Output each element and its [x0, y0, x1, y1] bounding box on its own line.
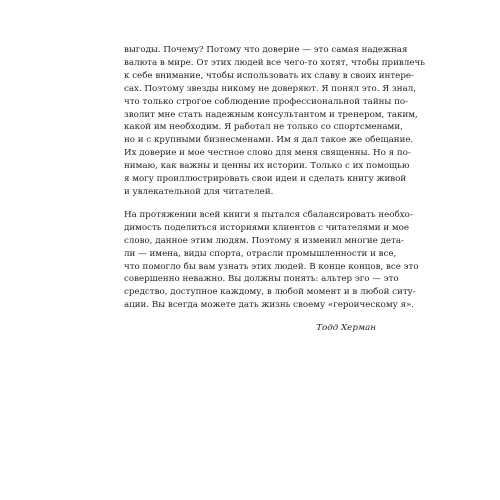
text-line: средство, доступное каждому, в любой момент и в любой ситу- — [124, 287, 416, 298]
text-line: ации. Вы всегда можете дать жизнь своему «героическому я». — [124, 300, 415, 311]
text-line: зволит мне стать надежным консультантом и тренером, таким, — [124, 109, 418, 120]
text-line: На протяжении всей книги я пытался сбалансировать необхо- — [124, 209, 413, 220]
text-line: димость поделиться историями клиентов с читателями и мое — [124, 222, 410, 233]
text-line: нимаю, как важны и ценны их истории. Только с их помощью — [124, 161, 410, 172]
paragraph-2 — [124, 209, 419, 312]
body-text — [124, 44, 425, 335]
text-line: но и с крупными бизнесменами. Им я дал такое же обещание. — [124, 135, 414, 146]
text-line: что только строгое соблюдение профессиональной тайны по- — [124, 96, 409, 107]
text-line: Их доверие и мое честное слово для меня священны. Но я по- — [124, 148, 411, 159]
text-line: что помогло бы вам узнать этих людей. В конце концов, все это — [124, 261, 419, 272]
text-line: ли — имена, виды спорта, отрасли промышленности и все, — [124, 248, 397, 259]
text-line: сах. Поэтому звезды никому не доверяют. Я понял это. Я знал, — [124, 83, 416, 94]
paragraph-1 — [124, 44, 425, 199]
text-line: какой им необходим. Я работал не только со спортсменами, — [124, 122, 403, 133]
text-line: слово, данное этим людям. Поэтому я изменил многие дета- — [124, 235, 404, 246]
author-signature: Тодд Херман — [316, 323, 376, 334]
text-line: и увлекательной для читателей. — [124, 186, 274, 197]
text-line: к себе внимание, чтобы использовать их славу в своих интере- — [124, 70, 414, 81]
text-line: совершенно неважно. Вы должны понять: альтер эго — это — [124, 274, 399, 285]
text-line: валюта в мире. От этих людей все чего-то хотят, чтобы привлечь — [124, 57, 425, 68]
text-line: я могу проиллюстрировать свои идеи и сделать книгу живой — [124, 174, 407, 185]
text-line: выгоды. Почему? Потому что доверие — это самая надежная — [124, 45, 408, 55]
